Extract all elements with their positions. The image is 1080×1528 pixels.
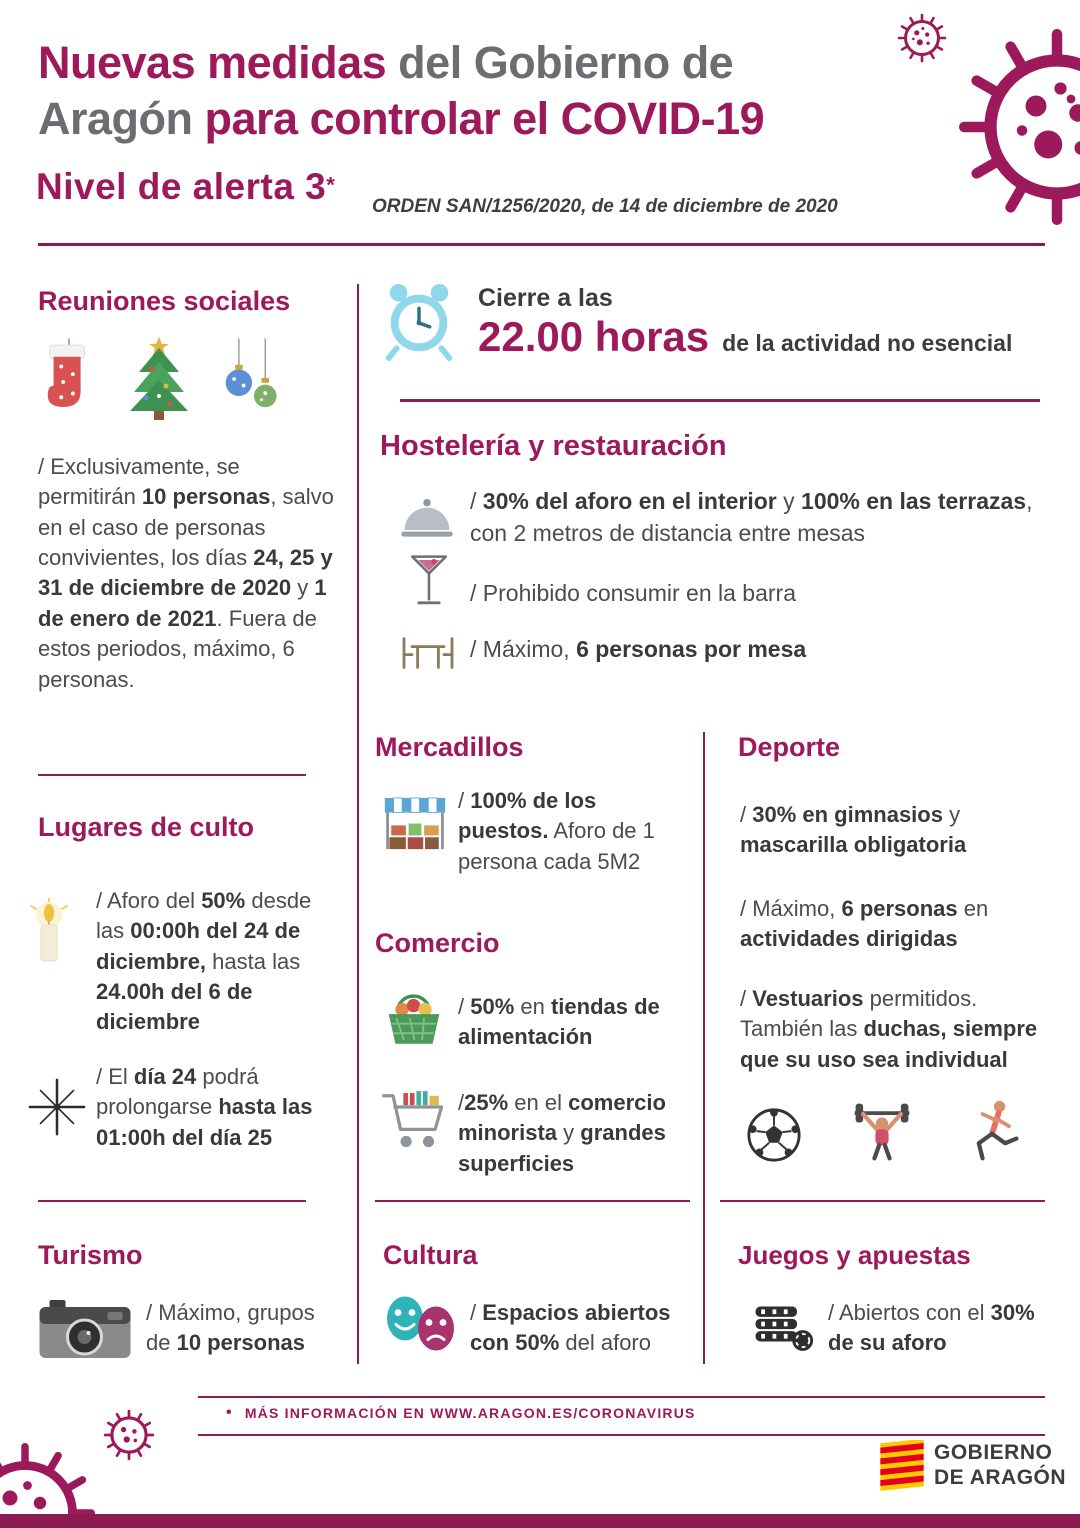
column-divider <box>357 284 359 1364</box>
section-heading-cultura: Cultura <box>383 1240 478 1270</box>
page-title-line1: Nuevas medidas del Gobierno de <box>38 37 734 88</box>
alarm-clock-icon <box>380 280 458 362</box>
reuniones-text: / Exclusivamente, se permitirán 10 personas, salvo en el caso de personas convivientes, los días 24, 25 y 31 de diciembre de 2020 y 1 de enero de 2021. Fuera de estos periodos, máximo, 6 personas. <box>38 454 334 692</box>
candle-icon <box>18 898 80 968</box>
closure-banner <box>478 284 1045 361</box>
footer-divider-top <box>198 1396 1045 1398</box>
sport-icons <box>745 1098 1023 1164</box>
banner-line1: Cierre a las <box>478 284 613 312</box>
section-heading-reuniones: Reuniones sociales <box>38 286 291 316</box>
camera-icon <box>36 1294 134 1364</box>
juegos-item-1: / Abiertos con el 30% de su aforo <box>828 1300 1035 1356</box>
mercadillos-item-1: / 100% de los puestos. Aforo de 1 persona cada 5M2 <box>458 788 655 874</box>
divider <box>375 1200 690 1202</box>
hosteleria-item-2: / Prohibido consumir en la barra <box>470 580 796 606</box>
ornaments-icon <box>220 336 286 421</box>
alert-level-text: Nivel de alerta 3 <box>36 166 327 207</box>
virus-icon <box>102 1408 156 1462</box>
poker-chips-icon <box>748 1292 814 1356</box>
runner-icon <box>961 1098 1023 1164</box>
gobierno-aragon-logo <box>880 1440 1066 1492</box>
culto-item-2: / El día 24 podrá prolongarse hasta las 01:00h del día 25 <box>96 1064 313 1150</box>
header-divider <box>38 243 1045 246</box>
divider <box>38 774 306 776</box>
footer-info-text: MÁS INFORMACIÓN EN WWW.ARAGON.ES/CORONAVIRUS <box>244 1405 696 1421</box>
stocking-icon <box>40 336 98 421</box>
section-heading-juegos: Juegos y apuestas <box>738 1240 971 1270</box>
section-heading-turismo: Turismo <box>38 1240 143 1270</box>
footer-info <box>226 1404 696 1422</box>
page-title-line2: Aragón para controlar el COVID-19 <box>38 93 765 144</box>
cloche-icon <box>398 494 456 542</box>
footer-bullet: • <box>226 1404 233 1421</box>
soccer-ball-icon <box>745 1106 803 1164</box>
alert-level <box>36 166 335 208</box>
virus-icon <box>952 22 1080 232</box>
star-icon <box>28 1078 86 1136</box>
weightlifter-icon <box>845 1098 919 1164</box>
christmas-tree-icon <box>124 336 194 421</box>
hosteleria-item-1: / 30% del aforo en el interior y 100% en las terrazas, con 2 metros de distancia entre mesas <box>470 488 1033 546</box>
column-divider <box>703 732 705 1364</box>
divider <box>38 1200 306 1202</box>
cocktail-icon <box>408 548 450 614</box>
christmas-icons <box>40 336 286 421</box>
bottom-bar <box>0 1514 1080 1528</box>
logo-line1: GOBIERNO <box>934 1441 1053 1465</box>
logo-line2: DE ARAGÓN <box>934 1466 1067 1489</box>
divider <box>720 1200 1045 1202</box>
section-heading-mercadillos: Mercadillos <box>375 732 524 762</box>
market-stall-icon <box>383 792 447 856</box>
masks-icon <box>381 1292 461 1358</box>
banner-divider <box>400 399 1040 402</box>
banner-line2 <box>478 313 1045 361</box>
comercio-item-1: / 50% en tiendas de alimentación <box>458 994 660 1050</box>
deporte-item-2: / Máximo, 6 personas en actividades dirigidas <box>740 896 989 952</box>
table-chairs-icon <box>396 628 460 674</box>
aragon-flag-icon <box>880 1440 924 1492</box>
section-heading-culto: Lugares de culto <box>38 812 255 842</box>
cart-icon <box>380 1086 450 1156</box>
logo-text <box>934 1441 1066 1491</box>
culto-item-1: / Aforo del 50% desde las 00:00h del 24 de diciembre, hasta las 24.00h del 6 de diciembre <box>96 888 312 1035</box>
basket-icon <box>383 988 445 1048</box>
virus-icon <box>896 12 948 64</box>
footer-divider-bottom <box>198 1434 1045 1436</box>
section-heading-comercio: Comercio <box>375 928 500 958</box>
section-heading-hosteleria: Hostelería y restauración <box>380 430 727 462</box>
deporte-item-1: / 30% en gimnasios y mascarilla obligatoria <box>740 802 967 858</box>
hosteleria-item-3: / Máximo, 6 personas por mesa <box>470 636 807 662</box>
comercio-item-2: /25% en el comercio minorista y grandes superficies <box>458 1090 666 1176</box>
alert-asterisk: * <box>326 172 335 198</box>
cultura-item-1: / Espacios abiertos con 50% del aforo <box>470 1300 671 1356</box>
turismo-item-1: / Máximo, grupos de 10 personas <box>146 1300 315 1356</box>
closure-scope: de la actividad no esencial <box>722 330 1013 356</box>
section-heading-deporte: Deporte <box>738 732 841 762</box>
order-reference: ORDEN SAN/1256/2020, de 14 de diciembre de 2020 <box>372 196 838 217</box>
closure-time: 22.00 horas <box>478 313 710 360</box>
deporte-item-3: / Vestuarios permitidos. También las duchas, siempre que su uso sea individual <box>740 986 1038 1072</box>
